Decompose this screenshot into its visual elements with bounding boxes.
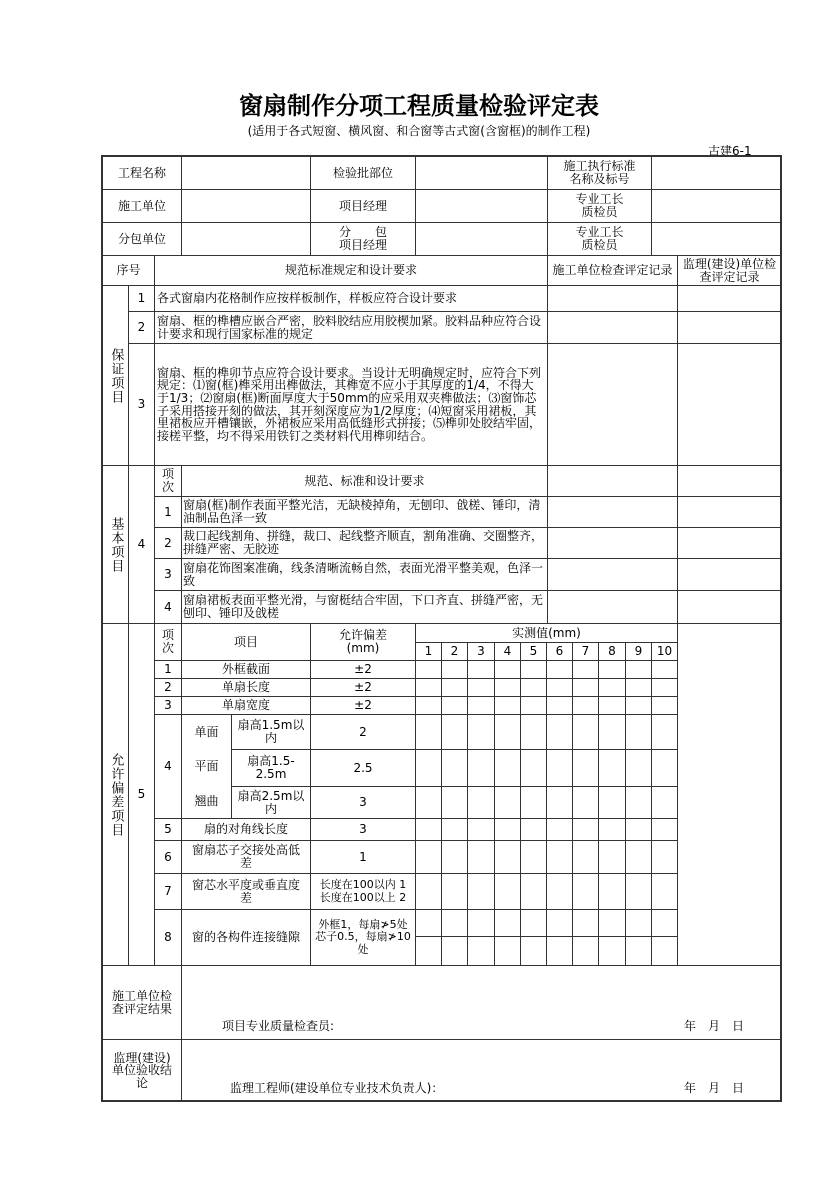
measured-value-cell[interactable] (651, 678, 678, 697)
measure-col-header: 1 (415, 642, 442, 661)
allowed-item-no: 8 (154, 909, 182, 966)
measured-value-cell[interactable] (572, 840, 599, 874)
contractor-check-cell[interactable] (547, 343, 678, 466)
allowed-item-name: 窗扇芯子交接处高低差 (181, 840, 311, 874)
measured-value-cell[interactable] (625, 749, 652, 787)
guarantee-no: 1 (128, 285, 155, 312)
allowed-item-name: 窗芯水平度或垂直度差 (181, 873, 311, 910)
measured-value-cell[interactable] (598, 678, 626, 697)
measured-value-cell[interactable] (572, 786, 599, 819)
measured-value-cell[interactable] (546, 786, 573, 819)
measured-value-cell[interactable] (546, 840, 573, 874)
measured-value-cell[interactable] (520, 660, 547, 679)
measure-col-header: 2 (441, 642, 468, 661)
measured-value-cell[interactable] (441, 749, 468, 787)
measured-value-cell[interactable] (494, 873, 521, 910)
allowed-sub-name: 扇高1.5-2.5m (231, 749, 311, 787)
guarantee-text: 窗扇、框的榫槽应嵌合严密，胶料胶结应用胶楔加紧。胶料品种应符合设计要求和现行国家标准的规定 (154, 311, 548, 344)
measured-value-cell[interactable] (651, 909, 678, 937)
measured-value-cell[interactable] (625, 678, 652, 697)
measured-value-cell[interactable] (546, 873, 573, 910)
allowed-tolerance: 外框1，每扇≯5处 芯子0.5，每扇≯10处 (310, 909, 416, 966)
measured-value-cell[interactable] (415, 678, 442, 697)
measured-value-cell[interactable] (572, 936, 599, 966)
measure-col-header: 5 (520, 642, 547, 661)
allowed-tolerance: ±2 (310, 660, 416, 679)
supervisor-check-cell[interactable] (677, 558, 782, 591)
measured-value-cell[interactable] (520, 873, 547, 910)
measured-value-cell[interactable] (441, 873, 468, 910)
guarantee-text: 各式窗扇内花格制作应按样板制作，样板应符合设计要求 (154, 285, 548, 312)
allowed-tolerance: 长度在100以内 1 长度在100以上 2 (310, 873, 416, 910)
basic-item-no: 3 (154, 558, 182, 591)
allowed-item-name: 单扇长度 (181, 678, 311, 697)
measure-col-header: 10 (651, 642, 678, 661)
measured-value-cell[interactable] (415, 786, 442, 819)
measured-value-cell[interactable] (441, 678, 468, 697)
allowed-label (102, 623, 129, 966)
measured-value-cell[interactable] (520, 818, 547, 841)
measured-value-cell[interactable] (494, 840, 521, 874)
measured-value-cell[interactable] (467, 818, 495, 841)
measured-value-cell[interactable] (494, 909, 521, 937)
contractor-inspector-label: 项目专业质量检查员: (222, 1019, 335, 1034)
measured-value-cell[interactable] (494, 714, 521, 750)
allowed-item-name: 窗的各构件连接缝隙 (181, 909, 311, 966)
measured-value-cell[interactable] (651, 936, 678, 966)
measured-value-cell[interactable] (625, 873, 652, 910)
sub-manager-field[interactable] (415, 222, 548, 256)
label-standard: 施工执行标准名称及标号 (547, 156, 652, 190)
measured-value-cell[interactable] (467, 678, 495, 697)
measured-value-cell[interactable] (546, 696, 573, 715)
measured-value-cell[interactable] (651, 786, 678, 819)
basic-item-no: 4 (154, 590, 182, 624)
project-name-field[interactable] (181, 156, 311, 190)
measured-value-cell[interactable] (625, 936, 652, 966)
batch-location-field[interactable] (415, 156, 548, 190)
flatness-type: 翘曲 (194, 793, 219, 808)
allowed-tolerance: ±2 (310, 696, 416, 715)
measured-value-cell[interactable] (625, 818, 652, 841)
allowed-col-name: 项目 (181, 623, 311, 661)
contractor-result-label: 施工单位检查评定结果 (102, 965, 182, 1040)
allowed-item-no: 7 (154, 873, 182, 910)
allowed-tolerance: 2 (310, 714, 416, 750)
basic-item-text: 窗扇(框)制作表面平整光洁，无缺棱掉角，无刨印、戗槎、锤印，清油制品色泽一致 (181, 496, 548, 528)
measured-value-cell[interactable] (467, 840, 495, 874)
contractor-check-cell[interactable] (547, 311, 678, 344)
contractor-check-cell[interactable] (547, 590, 678, 624)
measured-value-cell[interactable] (546, 749, 573, 787)
measured-value-cell[interactable] (546, 936, 573, 966)
measured-value-cell[interactable] (467, 873, 495, 910)
measured-value-cell[interactable] (572, 909, 599, 937)
measured-value-cell[interactable] (441, 818, 468, 841)
measured-value-cell[interactable] (520, 678, 547, 697)
allowed-item-name: 单扇宽度 (181, 696, 311, 715)
contractor-date: 年 月 日 (684, 1019, 745, 1034)
measured-value-cell[interactable] (625, 696, 652, 715)
measured-value-cell[interactable] (520, 714, 547, 750)
allowed-tolerance: ±2 (310, 678, 416, 697)
measured-value-cell[interactable] (494, 749, 521, 787)
allowed-item-name: 外框截面 (181, 660, 311, 679)
contractor-check-cell[interactable] (547, 558, 678, 591)
guarantee-label (102, 285, 129, 466)
supervisor-engineer-label: 监理工程师(建设单位专业技术负责人)： (230, 1081, 444, 1096)
guarantee-no: 3 (128, 343, 155, 466)
measured-value-cell[interactable] (572, 749, 599, 787)
form-title: 窗扇制作分项工程质量检验评定表 (239, 92, 599, 120)
measure-col-header: 3 (467, 642, 495, 661)
foreman-field[interactable] (651, 189, 782, 223)
basic-label (102, 465, 129, 624)
measured-value-cell[interactable] (546, 714, 573, 750)
measured-value-cell[interactable] (520, 696, 547, 715)
guarantee-no: 2 (128, 311, 155, 344)
allowed-no: 5 (128, 623, 155, 966)
allowed-tolerance: 1 (310, 840, 416, 874)
measured-value-cell[interactable] (520, 786, 547, 819)
measured-value-cell[interactable] (625, 840, 652, 874)
measured-value-cell[interactable] (415, 909, 442, 937)
measured-value-cell[interactable] (467, 714, 495, 750)
label-project-name: 工程名称 (102, 156, 182, 190)
measured-value-cell[interactable] (546, 818, 573, 841)
contractor-field[interactable] (181, 189, 311, 223)
supervisor-check-cell[interactable] (677, 623, 782, 966)
basic-item-text: 裁口起线割角、拼缝，裁口、起线整齐顺直，割角准确、交圈整齐，拼缝严密、无胶迹 (181, 527, 548, 559)
allowed-label-text: 允许偏差项目 (108, 752, 124, 837)
measured-value-cell[interactable] (598, 696, 626, 715)
measure-col-header: 9 (625, 642, 652, 661)
measured-value-cell[interactable] (415, 749, 442, 787)
basic-item-text: 窗扇裙板表面平整光滑，与窗梃结合牢固，下口齐直、拼缝严密，无刨印、锤印及戗槎 (181, 590, 548, 624)
measured-value-cell[interactable] (651, 749, 678, 787)
col-contractor-check: 施工单位检查评定记录 (547, 255, 678, 286)
allowed-item-no: 1 (154, 660, 182, 679)
allowed-item-no: 3 (154, 696, 182, 715)
basic-item-no: 1 (154, 496, 182, 528)
col-seq: 序号 (102, 255, 155, 286)
allowed-item-no: 5 (154, 818, 182, 841)
measured-value-cell[interactable] (651, 714, 678, 750)
measured-value-cell[interactable] (598, 818, 626, 841)
measured-value-cell[interactable] (441, 696, 468, 715)
measured-value-cell[interactable] (598, 909, 626, 937)
measured-value-cell[interactable] (520, 749, 547, 787)
measured-value-cell[interactable] (415, 714, 442, 750)
allowed-tolerance: 3 (310, 786, 416, 819)
measured-value-cell[interactable] (625, 909, 652, 937)
allowed-item-no: 4 (154, 714, 182, 819)
label-project-manager: 项目经理 (310, 189, 416, 223)
supervisor-check-cell[interactable] (677, 527, 782, 559)
measured-value-cell[interactable] (572, 660, 599, 679)
measured-value-cell[interactable] (651, 696, 678, 715)
flatness-type: 平面 (194, 759, 219, 774)
measured-value-cell[interactable] (546, 909, 573, 937)
measure-col-header: 8 (598, 642, 626, 661)
measured-value-cell[interactable] (467, 909, 495, 937)
contractor-check-cell[interactable] (547, 465, 678, 497)
measured-value-cell[interactable] (415, 660, 442, 679)
basic-item-text: 窗扇花饰图案准确，线条清晰流畅自然，表面光滑平整美观，色泽一致 (181, 558, 548, 591)
measured-value-cell[interactable] (494, 936, 521, 966)
measured-value-cell[interactable] (520, 936, 547, 966)
measured-value-cell[interactable] (494, 660, 521, 679)
guarantee-text: 窗扇、框的榫卯节点应符合设计要求。当设计无明确规定时，应符合下列规定：⑴窗(框)榫采用出榫做法，其榫宽不应小于其厚度的1/4，不得大于1/3；⑵窗扇(框)断面厚度大于50mm的应采用双夹榫做法；⑶窗饰芯子采用搭接开刻的做法，其开刻深度应为1/2厚度；⑷短窗采用裙板，其里裙板应开槽镶嵌，外裙板应采用高低缝形式拼接；⑸榫卯处胶结牢固，接槎平整，均不得采用铁钉之类材料代用榫卯结合。 (154, 343, 548, 466)
measure-col-header: 7 (572, 642, 599, 661)
basic-no: 4 (128, 465, 155, 624)
allowed-tolerance: 3 (310, 818, 416, 841)
measured-value-cell[interactable] (415, 936, 442, 966)
contractor-check-cell[interactable] (547, 496, 678, 528)
contractor-result-field[interactable] (181, 965, 782, 1040)
measured-value-cell[interactable] (572, 696, 599, 715)
label-sub-manager: 分 包 项目经理 (310, 222, 416, 256)
label-batch-location: 检验批部位 (310, 156, 416, 190)
measured-value-cell[interactable] (494, 678, 521, 697)
measured-value-cell[interactable] (494, 786, 521, 819)
measured-value-cell[interactable] (651, 840, 678, 874)
supervisor-check-cell[interactable] (677, 465, 782, 497)
measured-value-cell[interactable] (625, 660, 652, 679)
measured-value-cell[interactable] (598, 714, 626, 750)
basic-item-no: 2 (154, 527, 182, 559)
project-manager-field[interactable] (415, 189, 548, 223)
measured-value-cell[interactable] (546, 660, 573, 679)
label-contractor: 施工单位 (102, 189, 182, 223)
label-subcontractor: 分包单位 (102, 222, 182, 256)
measured-value-cell[interactable] (598, 840, 626, 874)
measured-value-cell[interactable] (494, 696, 521, 715)
measured-value-cell[interactable] (441, 786, 468, 819)
contractor-check-cell[interactable] (547, 285, 678, 312)
measured-value-cell[interactable] (651, 873, 678, 910)
supervisor-check-cell[interactable] (677, 311, 782, 344)
allowed-item-no: 2 (154, 678, 182, 697)
measured-value-cell[interactable] (467, 696, 495, 715)
measured-value-cell[interactable] (415, 873, 442, 910)
supervisor-check-cell[interactable] (677, 343, 782, 466)
subcontractor-field[interactable] (181, 222, 311, 256)
measured-value-cell[interactable] (572, 818, 599, 841)
measured-value-cell[interactable] (415, 818, 442, 841)
allowed-col-measured: 实测值(mm) (415, 623, 678, 643)
col-spec: 规范标准规定和设计要求 (154, 255, 548, 286)
supervisor-date: 年 月 日 (684, 1081, 745, 1096)
basic-label-text: 基本项目 (108, 516, 124, 573)
measured-value-cell[interactable] (441, 840, 468, 874)
measured-value-cell[interactable] (520, 909, 547, 937)
measured-value-cell[interactable] (441, 936, 468, 966)
measured-value-cell[interactable] (520, 840, 547, 874)
allowed-sub-name: 扇高2.5m以内 (231, 786, 311, 819)
allowed-col-tolerance: 允许偏差(mm) (310, 623, 416, 661)
allowed-item-name: 扇的对角线长度 (181, 818, 311, 841)
measured-value-cell[interactable] (598, 936, 626, 966)
measured-value-cell[interactable] (467, 660, 495, 679)
measured-value-cell[interactable] (598, 660, 626, 679)
standard-field[interactable] (651, 156, 782, 190)
measured-value-cell[interactable] (625, 714, 652, 750)
form-code: 古建6-1 (708, 144, 752, 158)
basic-col-spec: 规范、标准和设计要求 (181, 465, 548, 497)
flatness-type: 单面 (194, 724, 219, 739)
measured-value-cell[interactable] (467, 936, 495, 966)
measured-value-cell[interactable] (441, 909, 468, 937)
guarantee-label-text: 保证项目 (108, 347, 124, 404)
supervisor-check-cell[interactable] (677, 496, 782, 528)
form-subtitle: (适用于各式短窗、横风窗、和合窗等古式窗(含窗框)的制作工程) (247, 124, 591, 138)
measured-value-cell[interactable] (598, 873, 626, 910)
measured-value-cell[interactable] (441, 714, 468, 750)
measured-value-cell[interactable] (598, 786, 626, 819)
measured-value-cell[interactable] (546, 678, 573, 697)
measured-value-cell[interactable] (572, 714, 599, 750)
measured-value-cell[interactable] (415, 840, 442, 874)
label-foreman: 专业工长质检员 (547, 189, 652, 223)
measured-value-cell[interactable] (572, 873, 599, 910)
measured-value-cell[interactable] (651, 818, 678, 841)
allowed-item-no: 6 (154, 840, 182, 874)
supervisor-conclusion-label: 监理(建设)单位验收结论 (102, 1039, 182, 1102)
measured-value-cell[interactable] (441, 660, 468, 679)
measured-value-cell[interactable] (572, 678, 599, 697)
measured-value-cell[interactable] (598, 749, 626, 787)
measured-value-cell[interactable] (625, 786, 652, 819)
measured-value-cell[interactable] (415, 696, 442, 715)
foreman-2-field[interactable] (651, 222, 782, 256)
allowed-sub-name: 扇高1.5m以内 (231, 714, 311, 750)
allowed-tolerance: 2.5 (310, 749, 416, 787)
basic-col-item: 项次 (154, 465, 182, 497)
measured-value-cell[interactable] (467, 749, 495, 787)
supervisor-conclusion-field[interactable] (181, 1039, 782, 1102)
measure-col-header: 4 (494, 642, 521, 661)
measure-col-header: 6 (546, 642, 573, 661)
measured-value-cell[interactable] (467, 786, 495, 819)
label-foreman-2: 专业工长质检员 (547, 222, 652, 256)
col-supervisor-check: 监理(建设)单位检查评定记录 (677, 255, 782, 286)
supervisor-check-cell[interactable] (677, 590, 782, 624)
supervisor-check-cell[interactable] (677, 285, 782, 312)
contractor-check-cell[interactable] (547, 527, 678, 559)
measured-value-cell[interactable] (651, 660, 678, 679)
flatness-types (181, 714, 232, 819)
measured-value-cell[interactable] (494, 818, 521, 841)
allowed-col-item: 项次 (154, 623, 182, 661)
